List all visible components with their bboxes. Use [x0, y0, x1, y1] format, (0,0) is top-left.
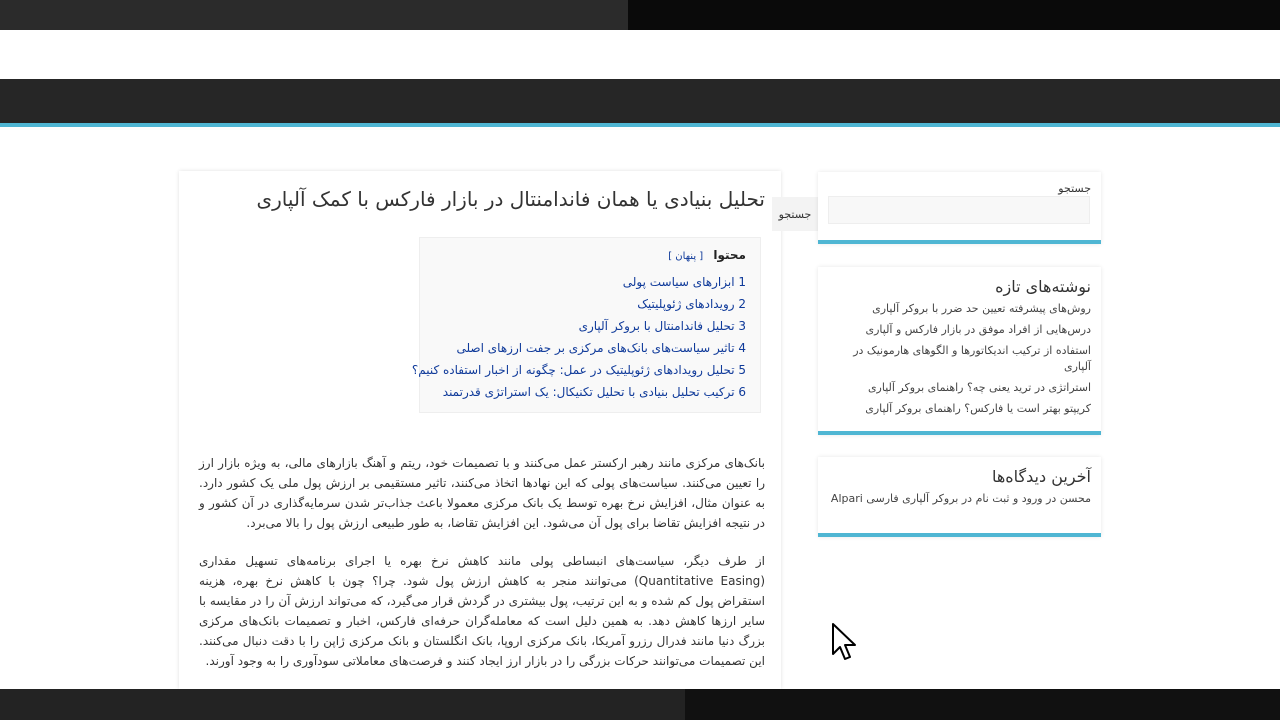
mouse-pointer-icon: [830, 622, 858, 662]
table-of-contents: [411, 237, 761, 413]
article-paragraph: از طرف دیگر، سیاست‌های انبساطی پولی مانند کاهش نرخ بهره یا اجرای برنامه‌های تسهیل مقداری (Quantitative Easing) می‌توانند منجر به کاهش ارزش پول شود. چرا؟ چون با کاهش نرخ بهره، هزینه استقراض پول کم شده و به این ترتیب، پول بیشتری در گردش قرار می‌گیرد، که می‌تواند ارزش آن را در مقایسه با سایر ارزها کاهش دهد. به همین دلیل است که معامله‌گران حرفه‌ای فارکس، اخبار و تصمیمات بانک‌های مرکزی بزرگ دنیا مانند فدرال رزرو آمریکا، بانک مرکزی اروپا، بانک انگلستان و بانک مرکزی ژاپن را با دقت دنبال می‌کنند. این تصمیمات می‌توانند حرکات بزرگی را در بازار ارز ایجاد کنند و فرصت‌های معاملاتی سودآوری را به وجود آورند.: [199, 554, 765, 668]
recent-post-link[interactable]: استراتژی در ترید یعنی چه؟ راهنمای بروکر آلپاری: [867, 381, 1091, 394]
top-strip: [0, 0, 1280, 30]
recent-post-link[interactable]: درس‌هایی از افراد موفق در بازار فارکس و آلپاری: [865, 323, 1091, 336]
toc-item[interactable]: 5 تحلیل رویدادهای ژئوپلیتیک در عمل: چگونه از اخبار استفاده کنیم؟: [411, 363, 746, 377]
recent-post-link[interactable]: روش‌های پیشرفته تعیین حد ضرر با بروکر آلپاری: [872, 302, 1091, 315]
article-card: [179, 171, 781, 689]
bottom-strip: [0, 689, 1280, 720]
navigation-bar: [0, 79, 1280, 123]
recent-post-link[interactable]: کریپتو بهتر است یا فارکس؟ راهنمای بروکر آلپاری: [865, 402, 1091, 415]
recent-comments-widget: [818, 457, 1101, 537]
search-widget: [818, 172, 1101, 244]
top-strip-right: [628, 0, 1280, 30]
article-paragraph: بانک‌های مرکزی مانند رهبر ارکستر عمل می‌کنند و با تصمیمات خود، ریتم و آهنگ بازارهای مالی، به ویژه بازار ارز را تعیین می‌کنند. سیاست‌های پولی که این نهادها اتخاذ می‌کنند، تاثیر مستقیمی بر ارزش پول ملی یک کشور دارد. به عنوان مثال، افزایش نرخ بهره توسط یک بانک مرکزی معمولا باعث جذاب‌تر شدن سرمایه‌گذاری در آن کشور و در نتیجه افزایش تقاضا برای پول آن می‌شود. این افزایش تقاضا، به طور طبیعی ارزش پول را بالا می‌برد.: [199, 456, 765, 530]
toc-item[interactable]: 3 تحلیل فاندامنتال با بروکر آلپاری: [578, 319, 746, 333]
search-input[interactable]: [828, 196, 1090, 224]
recent-comments-list: [829, 491, 1091, 512]
recent-posts-widget: [818, 267, 1101, 435]
header-band: [0, 30, 1280, 79]
recent-comments-title: آخرین دیدگاه‌ها: [991, 467, 1091, 486]
toc-item[interactable]: 6 ترکیب تحلیل بنیادی با تحلیل تکنیکال: یک استراتژی قدرتمند: [442, 385, 746, 399]
bottom-strip-left: [0, 689, 685, 720]
toc-heading: محتوا: [713, 248, 746, 262]
accent-line: [0, 123, 1280, 127]
search-label: جستجو: [1058, 182, 1091, 195]
recent-post-link[interactable]: استفاده از ترکیب اندیکاتورها و الگوهای هارمونیک در آلپاری: [853, 344, 1091, 373]
toc-toggle-link[interactable]: [ پنهان ]: [668, 251, 704, 262]
toc-item[interactable]: 2 رویدادهای ژئوپلیتیک: [637, 297, 746, 311]
toc-header: [434, 248, 746, 262]
toc-item[interactable]: 1 ابزارهای سیاست پولی: [622, 275, 746, 289]
recent-comment-link[interactable]: محسن در ورود و ثبت نام در بروکر آلپاری فارسی Alpari: [830, 492, 1091, 505]
recent-posts-title: نوشته‌های تازه: [995, 277, 1091, 296]
toc-item[interactable]: 4 تاثیر سیاست‌های بانک‌های مرکزی بر جفت ارزهای اصلی: [456, 341, 746, 355]
search-button[interactable]: جستجو: [772, 197, 818, 231]
recent-posts-list: [829, 301, 1091, 422]
article-title: تحلیل بنیادی یا همان فاندامنتال در بازار فارکس با کمک آلپاری: [256, 187, 765, 211]
